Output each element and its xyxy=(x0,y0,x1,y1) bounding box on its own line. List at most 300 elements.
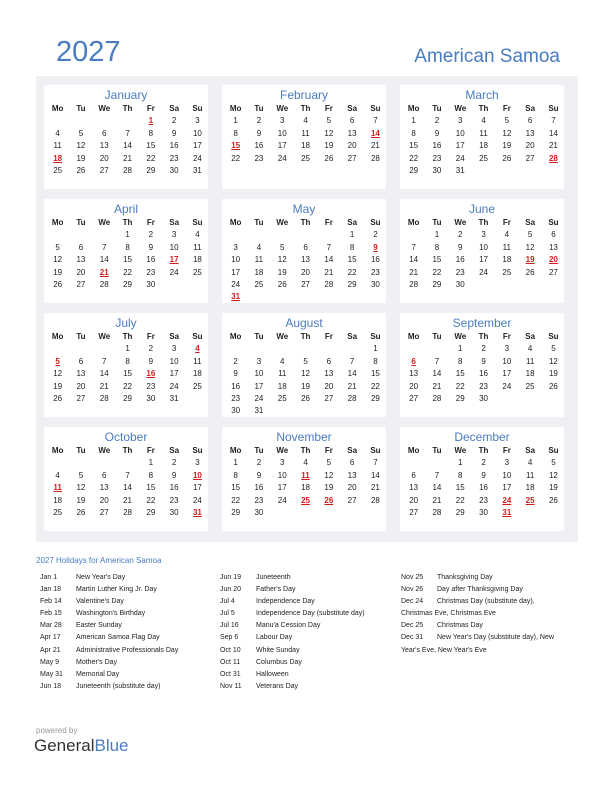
day-cell: 29 xyxy=(455,393,465,403)
weekday-header: Mo xyxy=(51,104,64,113)
brand-part-1: General xyxy=(34,736,95,755)
holiday-row xyxy=(40,657,210,669)
weekday-header: Tu xyxy=(76,104,86,113)
day-cell: 1 xyxy=(411,116,416,126)
holiday-column-3 xyxy=(401,572,581,657)
weekday-header: We xyxy=(98,104,111,113)
day-cell: 4 xyxy=(527,458,533,468)
day-cell: 22 xyxy=(146,495,156,505)
day-cell: 22 xyxy=(123,267,132,277)
day-cell: 24 xyxy=(254,393,264,403)
day-cell: 27 xyxy=(76,393,86,403)
holiday-date: Jun 19 xyxy=(220,574,242,581)
weekday-header: Th xyxy=(122,332,133,341)
day-cell: 16 xyxy=(231,381,241,391)
day-cell: 10 xyxy=(479,242,488,252)
day-cell: 2 xyxy=(256,458,262,468)
month-name: September xyxy=(452,316,512,330)
weekday-header: Mo xyxy=(229,104,242,113)
empty-cell xyxy=(271,343,294,355)
day-cell: 17 xyxy=(479,255,488,265)
day-cell: 25 xyxy=(277,393,287,403)
empty-cell xyxy=(425,343,448,355)
day-cell: 6 xyxy=(102,470,107,480)
month-july xyxy=(44,313,208,417)
holiday-name: Thanksgiving Day xyxy=(437,574,493,581)
day-cell: 9 xyxy=(256,470,262,480)
day-cell: 31 xyxy=(455,165,465,175)
weekday-header: Sa xyxy=(347,104,358,113)
holiday-row xyxy=(40,584,210,596)
day-cell: 28 xyxy=(99,393,109,403)
day-cell: 1 xyxy=(349,230,355,240)
holiday-date: Nov 25 xyxy=(401,574,424,581)
holiday-row xyxy=(401,596,581,608)
holiday-date: Jan 1 xyxy=(40,574,58,581)
day-cell: 3 xyxy=(233,242,238,252)
day-cell: 4 xyxy=(303,116,308,126)
day-cell: 28 xyxy=(347,393,357,403)
day-cell: 2 xyxy=(148,230,154,240)
weekday-header: We xyxy=(454,104,467,113)
weekday-header: Tu xyxy=(254,218,264,227)
day-cell: 21 xyxy=(432,495,442,505)
holiday-row xyxy=(40,620,210,632)
day-cell: 18 xyxy=(525,483,535,493)
holiday-name: Father's Day xyxy=(256,586,296,594)
day-cell: 26 xyxy=(301,393,310,403)
holiday-row xyxy=(40,608,210,620)
holiday-row xyxy=(220,572,395,584)
weekday-header: Mo xyxy=(51,446,64,455)
holiday-name: Martin Luther King Jr. Day xyxy=(76,586,157,594)
weekday-header: Tu xyxy=(254,446,264,455)
holiday-date: Jun 20 xyxy=(220,586,242,594)
day-cell: 18 xyxy=(502,255,512,265)
holiday-date: Oct 11 xyxy=(220,658,241,666)
day-cell: 18 xyxy=(53,495,63,505)
month-grid xyxy=(222,445,386,519)
day-cell: 12 xyxy=(76,141,86,151)
day-cell: 1 xyxy=(434,230,440,240)
day-cell: 19 xyxy=(53,381,63,391)
day-cell: 17 xyxy=(502,369,512,379)
day-cell: 13 xyxy=(76,369,86,379)
day-cell: 8 xyxy=(233,470,238,480)
day-cell: 20 xyxy=(76,267,86,277)
day-cell: 23 xyxy=(370,267,380,277)
day-cell: 2 xyxy=(148,344,154,354)
day-cell: 1 xyxy=(458,458,463,468)
year-title: 2027 xyxy=(56,36,121,68)
month-march xyxy=(400,85,564,189)
day-cell: 14 xyxy=(432,483,442,493)
day-cell: 15 xyxy=(347,255,357,265)
day-cell: 15 xyxy=(455,369,465,379)
holiday-date: Jul 4 xyxy=(220,598,235,606)
day-cell: 21 xyxy=(370,483,380,493)
day-cell: 12 xyxy=(525,242,535,252)
day-cell: 11 xyxy=(53,141,62,151)
day-cell: 23 xyxy=(254,495,264,505)
holidays-title: 2027 Holidays for American Samoa xyxy=(36,556,162,565)
day-cell: 7 xyxy=(102,356,107,366)
month-name: January xyxy=(104,88,148,102)
day-cell: 10 xyxy=(254,369,264,379)
day-cell: 21 xyxy=(324,267,334,277)
day-cell: 16 xyxy=(479,483,488,493)
day-cell: 19 xyxy=(277,267,287,277)
day-cell: 28 xyxy=(99,279,109,289)
holiday-name: Memorial Day xyxy=(76,670,120,678)
day-cell: 30 xyxy=(370,279,380,289)
empty-cell xyxy=(116,115,139,127)
weekday-header: Tu xyxy=(76,332,86,341)
weekday-header: We xyxy=(276,446,289,455)
day-cell: 4 xyxy=(195,230,200,240)
day-cell: 23 xyxy=(432,153,442,163)
day-cell: 29 xyxy=(432,279,442,289)
day-cell: 17 xyxy=(277,141,287,151)
day-cell: 22 xyxy=(347,267,357,277)
weekday-header: Mo xyxy=(51,332,64,341)
holiday-date: Nov 26 xyxy=(401,586,424,594)
weekday-header: Sa xyxy=(347,446,358,455)
day-cell: 18 xyxy=(254,267,264,277)
weekday-header: Th xyxy=(122,218,133,227)
weekday-header: Su xyxy=(192,218,203,227)
day-cell: 29 xyxy=(455,507,465,517)
day-cell: 30 xyxy=(432,165,442,175)
day-cell: 19 xyxy=(324,483,334,493)
day-cell: 6 xyxy=(303,242,308,252)
day-cell: 28 xyxy=(370,153,380,163)
day-cell: 24 xyxy=(231,279,241,289)
day-cell: 11 xyxy=(502,242,511,252)
holiday-day: 31 xyxy=(231,292,241,302)
holiday-name: Christmas Day (substitute day), xyxy=(437,598,535,606)
weekday-header: We xyxy=(98,218,111,227)
day-cell: 30 xyxy=(455,279,465,289)
empty-cell xyxy=(271,229,294,241)
weekday-header: Mo xyxy=(229,332,242,341)
holiday-name: New Year's Day xyxy=(76,574,126,581)
holiday-name: Christmas Day xyxy=(437,622,483,630)
holiday-day: 21 xyxy=(99,267,109,277)
day-cell: 25 xyxy=(192,267,202,277)
weekday-header: Sa xyxy=(169,446,180,455)
weekday-header: We xyxy=(454,332,467,341)
day-cell: 2 xyxy=(434,116,440,126)
month-april xyxy=(44,199,208,303)
month-october xyxy=(44,427,208,531)
day-cell: 23 xyxy=(146,267,156,277)
day-cell: 7 xyxy=(125,128,130,138)
powered-by-text: powered by xyxy=(36,726,78,735)
day-cell: 4 xyxy=(55,470,60,480)
weekday-header: We xyxy=(276,104,289,113)
day-cell: 28 xyxy=(370,495,380,505)
day-cell: 15 xyxy=(146,483,156,493)
holiday-name: Manu'a Cession Day xyxy=(256,622,321,630)
day-cell: 19 xyxy=(53,267,63,277)
day-cell: 11 xyxy=(525,356,535,366)
weekday-header: Su xyxy=(548,446,559,455)
day-cell: 6 xyxy=(326,356,332,366)
day-cell: 31 xyxy=(169,393,179,403)
holiday-column-1 xyxy=(40,572,210,693)
holiday-day: 25 xyxy=(301,495,310,505)
day-cell: 10 xyxy=(502,470,512,480)
day-cell: 27 xyxy=(324,393,334,403)
day-cell: 10 xyxy=(277,470,287,480)
day-cell: 19 xyxy=(76,153,86,163)
holiday-date: Oct 10 xyxy=(220,646,241,654)
day-cell: 25 xyxy=(53,165,63,175)
month-grid xyxy=(222,103,386,165)
day-cell: 15 xyxy=(146,141,156,151)
holiday-name: Veterans Day xyxy=(256,682,299,690)
day-cell: 17 xyxy=(254,381,264,391)
month-may xyxy=(222,199,386,303)
day-cell: 24 xyxy=(479,267,488,277)
weekday-header: We xyxy=(276,332,289,341)
day-cell: 1 xyxy=(125,230,130,240)
day-cell: 7 xyxy=(102,242,107,252)
day-cell: 23 xyxy=(231,393,241,403)
month-august xyxy=(222,313,386,417)
month-grid xyxy=(44,445,208,519)
weekday-header: Su xyxy=(548,104,559,113)
day-cell: 19 xyxy=(548,369,558,379)
day-cell: 20 xyxy=(99,153,109,163)
holiday-row xyxy=(220,669,395,681)
day-cell: 12 xyxy=(324,128,334,138)
weekday-header: We xyxy=(276,218,289,227)
day-cell: 15 xyxy=(123,255,132,265)
day-cell: 28 xyxy=(432,507,442,517)
month-name: July xyxy=(115,316,137,330)
day-cell: 30 xyxy=(146,279,156,289)
empty-cell xyxy=(425,457,448,469)
day-cell: 14 xyxy=(123,483,132,493)
weekday-header: Fr xyxy=(324,332,333,341)
day-cell: 2 xyxy=(481,458,486,468)
day-cell: 20 xyxy=(76,381,86,391)
weekday-header: Fr xyxy=(324,446,333,455)
weekday-header: Su xyxy=(548,332,559,341)
holiday-day: 26 xyxy=(324,495,334,505)
brand-logo[interactable] xyxy=(34,736,129,756)
day-cell: 2 xyxy=(256,116,262,126)
day-cell: 2 xyxy=(373,230,378,240)
holiday-date: Jun 18 xyxy=(40,682,62,690)
weekday-header: Th xyxy=(122,446,133,455)
holiday-date: Mar 28 xyxy=(40,622,62,630)
holiday-day: 31 xyxy=(192,507,202,517)
day-cell: 23 xyxy=(254,153,264,163)
day-cell: 9 xyxy=(148,242,154,252)
day-cell: 18 xyxy=(301,141,310,151)
day-cell: 5 xyxy=(504,116,510,126)
day-cell: 8 xyxy=(411,128,416,138)
holiday-date: May 9 xyxy=(40,658,60,666)
day-cell: 5 xyxy=(78,470,84,480)
weekday-header: Tu xyxy=(432,104,442,113)
month-name: June xyxy=(468,202,496,216)
holiday-name: Halloween xyxy=(256,670,289,678)
day-cell: 25 xyxy=(301,153,310,163)
weekday-header: Th xyxy=(300,332,311,341)
day-cell: 13 xyxy=(409,483,419,493)
empty-cell xyxy=(93,115,116,127)
day-cell: 21 xyxy=(370,141,380,151)
day-cell: 20 xyxy=(525,141,535,151)
day-cell: 30 xyxy=(479,393,488,403)
day-cell: 8 xyxy=(458,356,463,366)
empty-cell xyxy=(93,343,116,355)
day-cell: 17 xyxy=(502,483,512,493)
day-cell: 20 xyxy=(324,381,334,391)
day-cell: 12 xyxy=(53,369,63,379)
holiday-day: 11 xyxy=(53,483,62,493)
day-cell: 18 xyxy=(192,255,202,265)
day-cell: 4 xyxy=(303,458,308,468)
month-september xyxy=(400,313,564,417)
day-cell: 5 xyxy=(78,128,84,138)
holiday-day: 24 xyxy=(502,495,512,505)
weekday-header: Su xyxy=(548,218,559,227)
day-cell: 12 xyxy=(324,470,334,480)
day-cell: 27 xyxy=(347,153,357,163)
day-cell: 30 xyxy=(169,165,179,175)
weekday-header: Tu xyxy=(432,332,442,341)
weekday-header: Th xyxy=(122,104,133,113)
day-cell: 7 xyxy=(125,470,130,480)
weekday-header: Fr xyxy=(324,104,333,113)
day-cell: 29 xyxy=(123,279,132,289)
month-name: May xyxy=(292,202,316,216)
day-cell: 2 xyxy=(458,230,463,240)
day-cell: 11 xyxy=(301,128,310,138)
day-cell: 8 xyxy=(148,128,154,138)
holiday-row xyxy=(401,572,581,584)
holiday-continuation: Christmas Eve, Christmas Eve xyxy=(401,610,496,618)
day-cell: 19 xyxy=(301,381,310,391)
day-cell: 27 xyxy=(347,495,357,505)
month-name: November xyxy=(276,430,332,444)
day-cell: 1 xyxy=(148,458,154,468)
day-cell: 13 xyxy=(347,128,357,138)
weekday-header: Tu xyxy=(254,104,264,113)
day-cell: 6 xyxy=(349,116,355,126)
weekday-header: Th xyxy=(300,446,311,455)
calendar-panel xyxy=(36,76,578,542)
day-cell: 30 xyxy=(231,406,241,416)
weekday-header: Tu xyxy=(254,332,264,341)
weekday-header: Th xyxy=(478,104,489,113)
day-cell: 10 xyxy=(192,128,202,138)
weekday-header: Tu xyxy=(76,218,86,227)
day-cell: 29 xyxy=(146,507,156,517)
weekday-header: Mo xyxy=(407,332,420,341)
weekday-header: Su xyxy=(192,104,203,113)
day-cell: 15 xyxy=(123,369,132,379)
weekday-header: Sa xyxy=(525,446,536,455)
day-cell: 14 xyxy=(123,141,132,151)
holiday-day: 5 xyxy=(55,356,60,366)
holiday-row xyxy=(220,620,395,632)
day-cell: 28 xyxy=(409,279,419,289)
day-cell: 15 xyxy=(409,141,419,151)
day-cell: 21 xyxy=(123,495,132,505)
weekday-header: Fr xyxy=(502,332,511,341)
holiday-row xyxy=(220,632,395,644)
empty-cell xyxy=(69,343,92,355)
holiday-row xyxy=(40,669,210,681)
holiday-row xyxy=(40,572,210,584)
day-cell: 17 xyxy=(192,483,202,493)
day-cell: 14 xyxy=(347,369,357,379)
day-cell: 31 xyxy=(192,165,202,175)
day-cell: 22 xyxy=(432,267,442,277)
day-cell: 25 xyxy=(254,279,264,289)
day-cell: 10 xyxy=(502,356,512,366)
holiday-row xyxy=(220,657,395,669)
day-cell: 6 xyxy=(78,356,84,366)
month-name: October xyxy=(104,430,148,444)
day-cell: 13 xyxy=(99,141,109,151)
day-cell: 2 xyxy=(233,356,238,366)
holiday-date: Dec 24 xyxy=(401,598,424,606)
weekday-header: We xyxy=(454,446,467,455)
day-cell: 24 xyxy=(455,153,465,163)
day-cell: 24 xyxy=(192,495,202,505)
day-cell: 27 xyxy=(409,393,419,403)
empty-cell xyxy=(46,457,69,469)
weekday-header: Sa xyxy=(169,218,180,227)
holiday-date: Sep 6 xyxy=(220,634,239,642)
day-cell: 26 xyxy=(53,279,63,289)
day-cell: 29 xyxy=(123,393,132,403)
day-cell: 21 xyxy=(432,381,442,391)
weekday-header: Fr xyxy=(502,104,511,113)
empty-cell xyxy=(340,343,363,355)
day-cell: 14 xyxy=(99,255,109,265)
day-cell: 8 xyxy=(233,128,238,138)
empty-cell xyxy=(294,229,317,241)
day-cell: 6 xyxy=(78,242,84,252)
weekday-header: Th xyxy=(300,104,311,113)
day-cell: 12 xyxy=(548,470,558,480)
holiday-name: Columbus Day xyxy=(256,658,302,666)
day-cell: 11 xyxy=(525,470,535,480)
day-cell: 22 xyxy=(231,153,241,163)
weekday-header: Th xyxy=(478,332,489,341)
holiday-date: Nov 11 xyxy=(220,682,242,690)
day-cell: 14 xyxy=(99,369,109,379)
month-grid xyxy=(44,331,208,405)
holiday-name: Mother's Day xyxy=(76,658,118,666)
day-cell: 15 xyxy=(370,369,380,379)
empty-cell xyxy=(224,229,247,241)
month-name: April xyxy=(113,202,138,216)
day-cell: 12 xyxy=(548,356,558,366)
month-february xyxy=(222,85,386,189)
day-cell: 16 xyxy=(169,483,179,493)
day-cell: 3 xyxy=(171,344,177,354)
day-cell: 7 xyxy=(373,458,378,468)
